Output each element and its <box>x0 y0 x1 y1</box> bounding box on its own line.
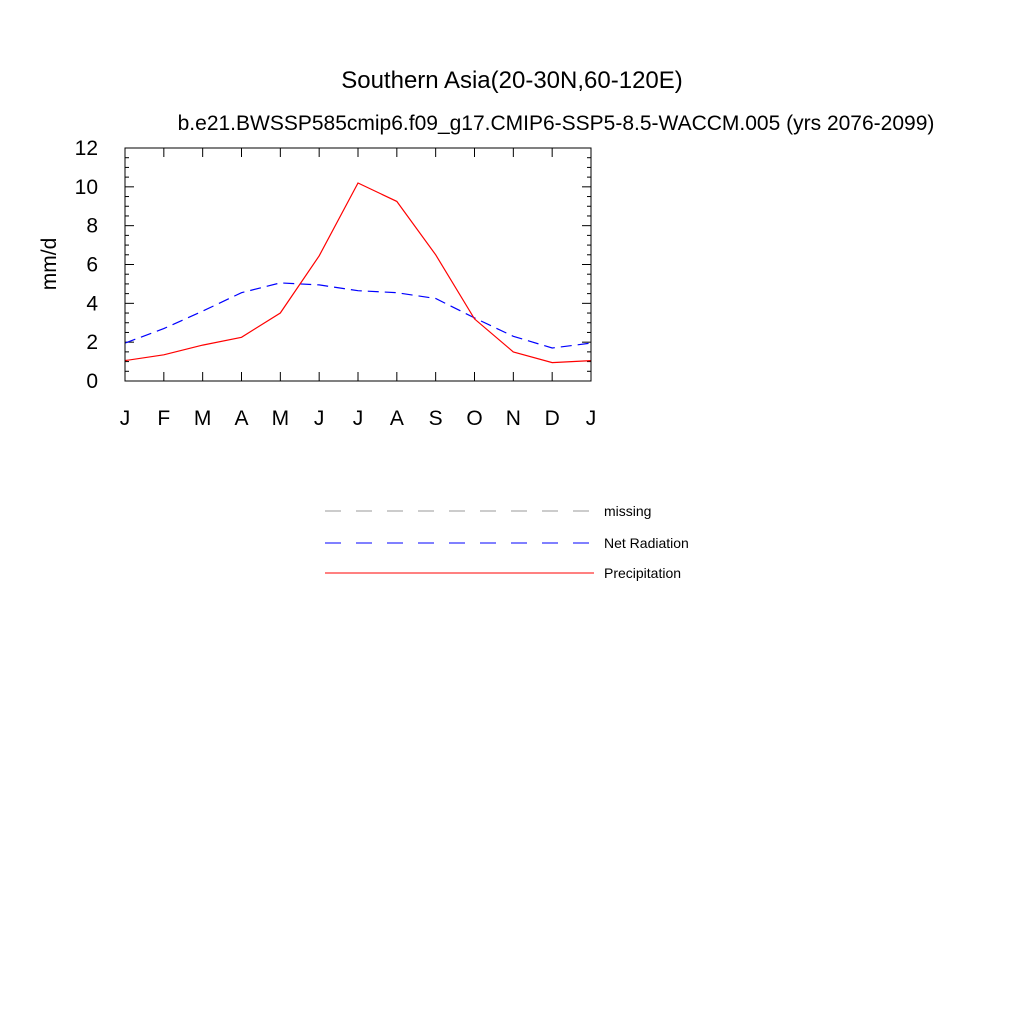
y-tick-label: 2 <box>86 331 98 355</box>
legend <box>325 503 689 581</box>
x-tick-label: M <box>271 407 290 430</box>
x-tick-labels <box>120 407 597 430</box>
x-tick-label: J <box>585 407 597 430</box>
legend-label: missing <box>604 503 652 519</box>
series-line-precipitation <box>125 183 591 363</box>
x-tick-label: S <box>428 407 443 430</box>
x-tick-label: M <box>193 407 212 430</box>
x-tick-label: A <box>389 407 404 430</box>
y-tick-labels <box>75 137 99 393</box>
y-tick-label: 8 <box>86 214 98 238</box>
x-tick-label: J <box>313 407 325 430</box>
x-tick-label: D <box>544 407 560 430</box>
legend-label: Net Radiation <box>604 535 689 551</box>
legend-label: Precipitation <box>604 565 682 581</box>
series-line-net-radiation <box>125 283 591 348</box>
y-tick-label: 4 <box>86 292 98 316</box>
chart-subtitle: b.e21.BWSSP585cmip6.f09_g17.CMIP6-SSP5-8.5-WACCM.005 (yrs 2076-2099) <box>177 112 935 135</box>
x-tick-label: N <box>505 407 521 430</box>
x-tick-label: O <box>466 407 483 430</box>
chart-title: Southern Asia(20-30N,60-120E) <box>341 67 683 94</box>
y-tick-label: 0 <box>86 370 98 393</box>
x-tick-label: J <box>119 407 131 430</box>
y-axis-label: mm/d <box>38 237 61 291</box>
x-tick-label: F <box>157 407 171 430</box>
series-lines <box>125 183 591 363</box>
y-tick-label: 12 <box>74 137 98 160</box>
x-tick-label: A <box>234 407 249 430</box>
x-tick-label: J <box>352 407 364 430</box>
y-tick-label: 10 <box>74 175 98 199</box>
y-tick-label: 6 <box>86 253 98 277</box>
